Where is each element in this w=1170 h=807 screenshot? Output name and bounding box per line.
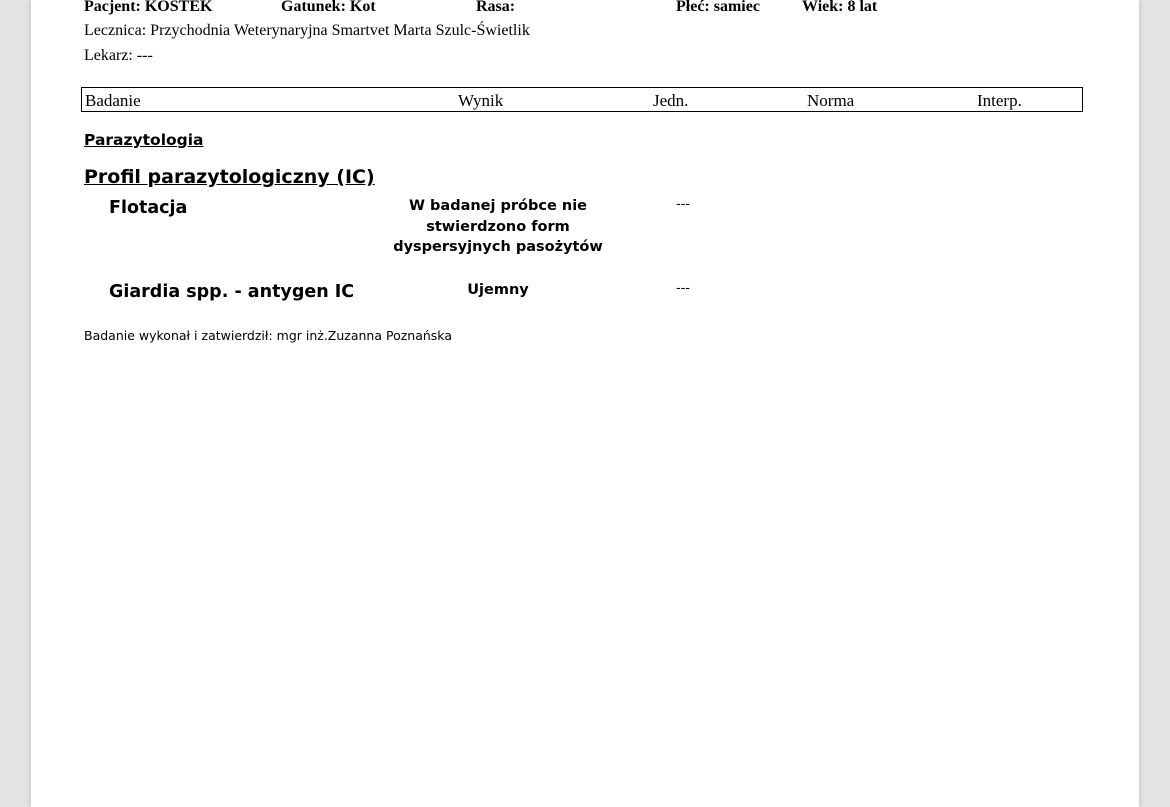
patient-sex: Płeć: samiec [676,0,760,15]
patient-breed: Rasa: [476,0,516,15]
patient-age: Wiek: 8 lat [802,0,878,15]
result-line: W badanej próbce nie [408,198,588,214]
result-line: Ujemny [467,282,529,298]
result-line: stwierdzono form [426,218,570,235]
test-name: Flotacja [109,198,188,218]
col-result: Wynik [458,91,504,110]
profile-title: Profil parazytologiczny (IC) [84,166,375,188]
test-result [383,280,613,301]
section-title: Parazytologia [84,131,204,149]
col-interp: Interp. [977,91,1022,110]
approval-note: Badanie wykonał i zatwierdził: mgr inż.Zuzanna Poznańska [84,328,452,343]
test-unit: --- [676,197,691,212]
report-page [31,0,1139,807]
col-norm: Norma [807,91,855,110]
clinic-name: Lecznica: Przychodnia Weterynaryjna Smartvet Marta Szulc-Świetlik [84,22,530,39]
test-result [383,196,613,258]
test-name: Giardia spp. - antygen IC [109,282,355,302]
patient-name: Pacjent: KOSTEK [84,0,213,15]
doctor-name: Lekarz: --- [84,47,153,64]
col-unit: Jedn. [653,91,689,110]
col-test: Badanie [85,91,141,110]
result-line: dyspersyjnych pasożytów [393,239,603,255]
test-unit: --- [676,281,691,296]
results-table-header [81,87,1083,112]
patient-species: Gatunek: Kot [281,0,376,15]
